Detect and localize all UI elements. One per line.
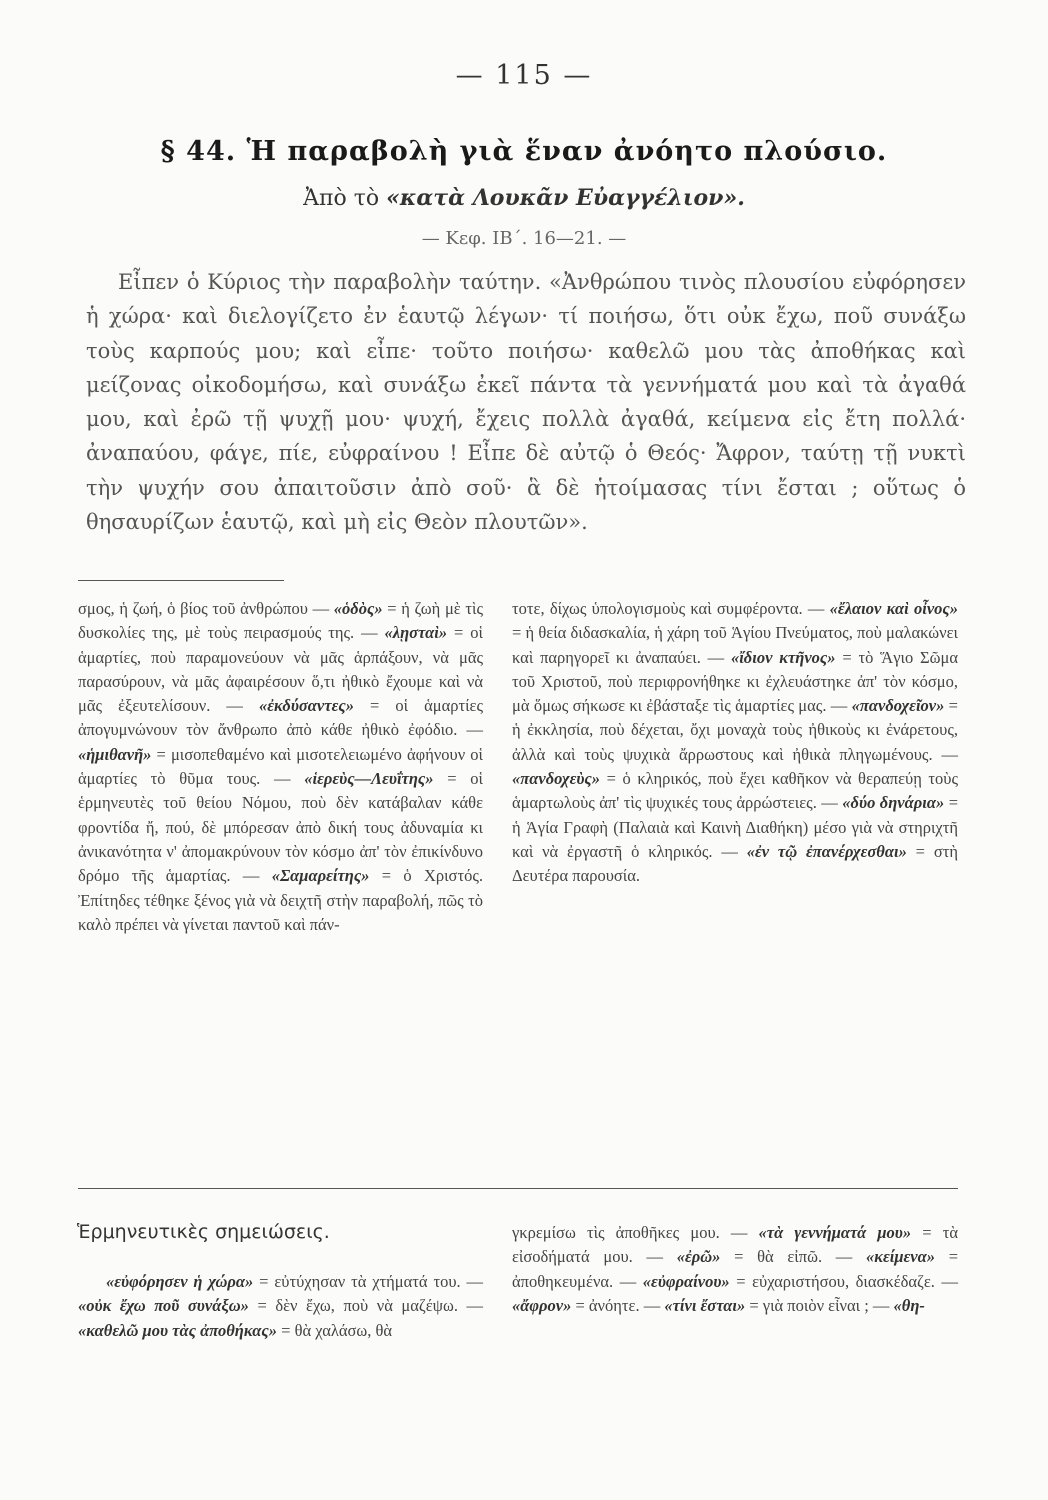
footnote-term: «ἐκδύσαντες» [258,696,354,716]
note-text: = τὰ εἰσοδήματά μου. — [512,1223,958,1267]
subtitle-source: «κατὰ Λουκᾶν Εὐαγγέλιον». [386,185,745,211]
footnote-term: «Σαμαρείτης» [271,866,370,886]
note-text: = θὰ εἰπῶ. — [720,1247,866,1267]
footnote-term: «ἡμιθανῆ» [78,744,152,764]
footnote-text: = ἡ θεία διδασκαλία, ἡ χάρη τοῦ Ἁγίου Πνεύματος, ποὺ μαλακώνει καὶ παρηγορεῖ κι ἀναπαύει. — [512,623,958,667]
footnote-text: = οἱ ἁμαρτίες ἀπογυμνώνουν τὸν ἄνθρωπο ἀπὸ κάθε ἠθικὸ ἐφόδιο. — [78,696,483,740]
notes-right-column [512,1221,958,1318]
note-term: «θη- [893,1295,925,1315]
note-text: γκρεμίσω τὶς ἀποθῆκες μου. — [512,1223,759,1242]
notes-separator [78,1188,958,1189]
footnote-text: = οἱ ἁμαρτίες, ποὺ παραμονεύουν νὰ μᾶς ἁρπάξουν, νὰ μᾶς παρασύρουν, νὰ μᾶς ἀφαιρέσουν ὅ,τι ἠθικὸ ἔχουμε καὶ νὰ μᾶς ἐξευτελίσουν. — [78,623,483,716]
footnote-term: «ἴδιον κτῆνος» [730,647,836,667]
footnote-text: = ἡ Ἁγία Γραφὴ (Παλαιὰ καὶ Καινὴ Διαθήκη) μέσο γιὰ νὰ στηριχτῆ καὶ νὰ ἐργαστῆ ὁ κληρικός. — [512,793,958,861]
footnote-term: «λῃσταὶ» [384,623,448,643]
note-text: = δὲν ἔχω, ποὺ νὰ μαζέψω. — [248,1296,483,1316]
footnote-term: «ἔλαιον καὶ οἶνος» [829,599,958,618]
note-text: = εὐτύχησαν τὰ χτήματά του. — [253,1272,483,1291]
parable-passage: Εἶπεν ὁ Κύριος τὴν παραβολὴν ταύτην. «Ἀνθρώπου τινὸς πλουσίου εὐφόρησεν ἡ χώρα· καὶ διελογίζετο ἐν ἑαυτῷ λέγων· τί ποιήσω, ὅτι οὐκ ἔχω, ποῦ συνάξω τοὺς καρπούς μου; καὶ εἶπε· τοῦτο ποιήσω· καθελῶ μου τὰς ἀποθήκας καὶ μείζονας οἰκοδομήσω, καὶ συνάξω ἐκεῖ πάντα τὰ γεννήματά μου καὶ τὰ ἀγαθά μου, καὶ ἐρῶ τῇ ψυχῇ μου· ψυχή, ἔχεις πολλὰ ἀγαθά, κείμενα εἰς ἔτη πολλά· ἀναπαύου, φάγε, πίε, εὐφραίνου ! Εἶπε δὲ αὐτῷ ὁ Θεός· Ἄφρον, ταύτῃ τῇ νυκτὶ τὴν ψυχήν σου ἀπαιτοῦσιν ἀπὸ σοῦ· ἃ δὲ ἡτοίμασας τίνι ἔσται ; οὕτως ὁ θησαυρίζων ἑαυτῷ, καὶ μὴ εἰς Θεὸν πλουτῶν». [86,270,966,535]
footnote-text: = μισοπεθαμένο καὶ μισοτελειωμένο ἀφήνουν οἱ ἁμαρτίες τὸ θῦμα τους. — [78,744,483,789]
section-title: § 44. Ἡ παραβολὴ γιὰ ἕναν ἀνόητο πλούσιο. [160,136,888,167]
subtitle-prefix: Ἀπὸ τὸ [303,186,387,211]
footnote-text: τοτε, δίχως ὑπολογισμοὺς καὶ συμφέροντα. — [512,599,830,618]
footnote-text: = τὸ Ἅγιο Σῶμα τοῦ Χριστοῦ, ποὺ περιφρονήθηκε κι ἐχλευάστηκε ἀπ' τὸν κόσμο, μὰ ὅμως σήκωσε κι ἐβάσταξε τὶς ἁμαρτίες μας. — [512,647,958,716]
note-term: «ἐρῶ» [676,1247,721,1267]
notes-heading: Ἑρμηνευτικὲς σημειώσεις. [77,1221,330,1243]
note-term: «εὐφραίνου» [642,1271,730,1291]
footnote-text: = οἱ ἑρμηνευτὲς τοῦ θείου Νόμου, ποὺ δὲν κατάβαλαν κάθε φροντίδα ἤ, πού, δὲ μπόρεσαν ἀπὸ δική τους ἀδυναμία κι ἀνικανότητα ν' ἀπομακρύνουν τὸν κόσμο ἀπ' τὸν ἐπικίνδυνο δρόμο τῆς ἁμαρτίας. — [78,769,483,886]
footnote-term: «ἱερεὺς—Λευΐτης» [304,769,434,789]
note-text: = ἀποθηκευμένα. — [512,1247,958,1291]
section-subtitle [0,185,1048,211]
note-term: «καθελῶ μου τὰς ἀποθήκας» [78,1320,278,1340]
note-term: «οὐκ ἔχω ποῦ συνάξω» [78,1296,249,1316]
note-term: «κείμενα» [865,1247,935,1267]
note-text: = ἀνόητε. — [571,1295,665,1315]
chapter-reference: — Κεφ. ΙΒ΄. 16—21. — [421,228,627,249]
note-text: = θὰ χαλάσω, θὰ [277,1320,393,1340]
note-term: «τίνι ἔσται» [664,1295,746,1315]
footnote-term: «πανδοχεῖον» [851,696,945,716]
note-text: = εὐχαριστήσου, διασκέδαζε. — [729,1271,958,1291]
footnote-term: «δύο δηνάρια» [842,793,945,813]
notes-left-column [78,1270,483,1343]
footnote-term: «ὁδὸς» [333,599,383,618]
footnote-term: «ἐν τῷ ἐπανέρχεσθαι» [746,841,907,861]
note-term: «ἄφρον» [512,1295,572,1315]
footnote-text: = ὁ Χριστός. Ἐπίτηδες τέθηκε ξένος γιὰ νὰ δειχτῆ στὴν παραβολή, πῶς τὸ καλὸ πρέπει νὰ γίνεται παντοῦ καὶ πάν- [78,866,483,934]
footnote-right-column [512,597,958,889]
page-number: — 115 — [455,60,593,91]
footnote-text: = ἡ ἐκκλησία, ποὺ δέχεται, ὄχι μοναχὰ τοὺς ἠθικοὺς κι ἐνάρετους, ἀλλὰ καὶ τοὺς ψυχικὰ ἄρρωστους καὶ ἠθικὰ πληγωμένους. — [512,696,958,764]
note-text: = γιὰ ποιὸν εἶναι ; — [745,1295,894,1315]
note-term: «εὐφόρησεν ἡ χώρα» [106,1272,254,1291]
footnote-text: = ἡ ζωὴ μὲ τὶς δυσκολίες της, μὲ τοὺς πειρασμούς της. — [78,599,483,643]
footnote-left-column [78,597,483,937]
footnote-term: «πανδοχεὺς» [512,769,601,789]
note-term: «τὰ γεννήματά μου» [758,1223,912,1242]
footnote-text: = ὁ κληρικός, ποὺ ἔχει καθῆκον νὰ θεραπεύῃ τοὺς ἁμαρτωλοὺς ἀπ' τὶς ψυχικές τους ἀρρώστειες. — [512,769,958,813]
footnote-separator [78,580,284,581]
footnote-text: = στὴ Δευτέρα παρουσία. [512,841,958,886]
footnote-text: σμος, ἡ ζωή, ὁ βίος τοῦ ἀνθρώπου — [78,599,334,618]
